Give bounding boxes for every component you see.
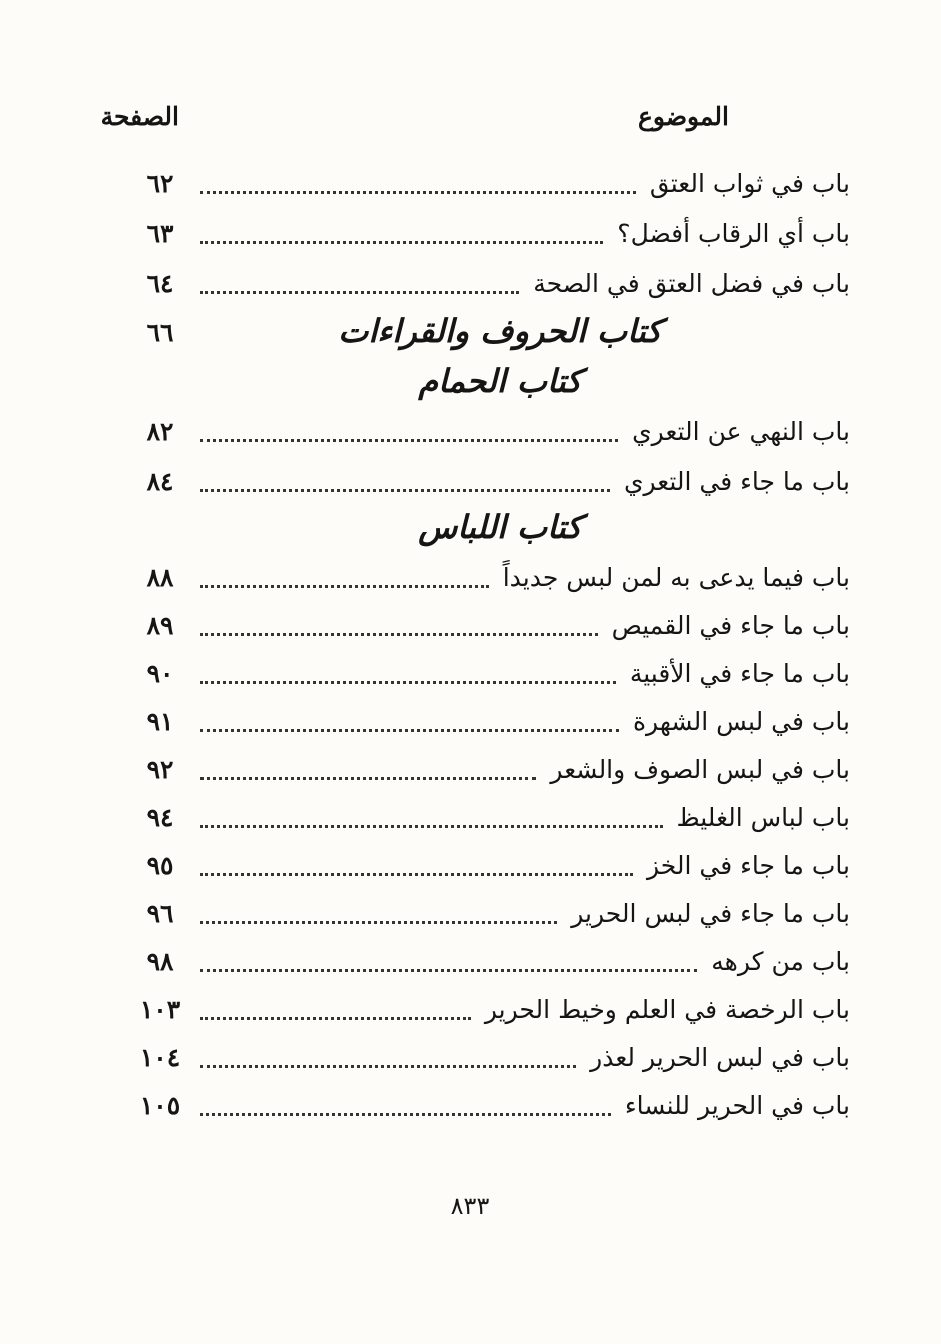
toc-entry — [120, 604, 850, 648]
entry-page-number: ٨٤ — [146, 467, 174, 496]
leader-dots — [200, 825, 663, 828]
toc-entry — [120, 212, 850, 256]
page-folio-number: ٨٣٣ — [450, 1192, 490, 1220]
entry-page-number: ١٠٥ — [139, 1091, 181, 1120]
page-column-header: الصفحة — [100, 102, 179, 131]
toc-entry — [120, 262, 850, 306]
section-heading: كتاب الحروف والقراءات — [338, 312, 662, 350]
entry-title: باب من كرهه — [711, 947, 850, 976]
entry-page-number: ٨٨ — [146, 563, 174, 592]
entry-page-number: ١٠٤ — [139, 1043, 181, 1072]
entry-title: باب ما جاء في الأقبية — [629, 659, 850, 688]
entry-title: باب فيما يدعى به لمن لبس جديداً — [502, 563, 850, 592]
leader-dots — [200, 191, 636, 194]
leader-dots — [200, 777, 536, 780]
entry-title: باب في الحرير للنساء — [624, 1091, 850, 1120]
entry-page-number: ١٠٣ — [139, 995, 181, 1024]
leader-dots — [200, 1017, 471, 1020]
leader-dots — [200, 681, 616, 684]
entry-title: باب أي الرقاب أفضل؟ — [617, 219, 850, 248]
entry-page-number: ٩٥ — [146, 851, 174, 880]
leader-dots — [200, 241, 603, 244]
toc-entry — [120, 796, 850, 840]
entry-page-number: ٩٠ — [146, 659, 174, 688]
leader-dots — [200, 633, 598, 636]
entry-page-number: ٨٢ — [146, 417, 174, 446]
entry-page-number: ٦٤ — [146, 269, 174, 298]
toc-entry — [120, 892, 850, 936]
leader-dots — [200, 873, 633, 876]
entry-page-number: ٨٩ — [146, 611, 174, 640]
toc-entry — [120, 748, 850, 792]
leader-dots — [200, 1113, 611, 1116]
entry-page-number: ٩٢ — [146, 755, 174, 784]
toc-entry — [120, 940, 850, 984]
entry-page-number: ٩١ — [146, 707, 174, 736]
section-heading: كتاب اللباس — [418, 508, 582, 546]
entry-title: باب لباس الغليظ — [676, 803, 850, 832]
toc-entry — [120, 988, 850, 1032]
toc-entry — [120, 410, 850, 454]
entry-page-number: ٩٤ — [146, 803, 174, 832]
toc-entry — [120, 162, 850, 206]
topic-column-header: الموضوع — [638, 102, 729, 131]
entry-title: باب في فضل العتق في الصحة — [533, 269, 850, 298]
toc-entry — [120, 460, 850, 504]
entry-title: باب في لبس الصوف والشعر — [550, 755, 850, 784]
toc-entry — [120, 844, 850, 888]
toc-entry — [120, 556, 850, 600]
leader-dots — [200, 729, 619, 732]
leader-dots — [200, 489, 610, 492]
toc-entry — [120, 1084, 850, 1128]
section-heading: كتاب الحمام — [418, 362, 582, 400]
toc-entry — [120, 652, 850, 696]
entry-title: باب ما جاء في الخز — [646, 851, 850, 880]
leader-dots — [200, 291, 519, 294]
entry-title: باب ما جاء في القميص — [611, 611, 850, 640]
entry-title: باب في لبس الحرير لعذر — [590, 1043, 850, 1072]
leader-dots — [200, 439, 618, 442]
entry-title: باب ما جاء في التعري — [623, 467, 850, 496]
leader-dots — [200, 969, 697, 972]
entry-page-number: ٩٦ — [146, 899, 174, 928]
leader-dots — [200, 1065, 576, 1068]
toc-entry — [120, 1036, 850, 1080]
toc-entry — [120, 700, 850, 744]
entry-title: باب الرخصة في العلم وخيط الحرير — [484, 995, 850, 1024]
leader-dots — [200, 921, 557, 924]
entry-page-number: ٦٣ — [146, 219, 174, 248]
entry-title: باب في ثواب العتق — [649, 169, 850, 198]
entry-page-number: ٩٨ — [146, 947, 174, 976]
leader-dots — [200, 585, 489, 588]
entry-page-number: ٦٢ — [146, 169, 174, 198]
entry-title: باب في لبس الشهرة — [632, 707, 850, 736]
entry-title: باب ما جاء في لبس الحرير — [571, 899, 850, 928]
section-page-number: ٦٦ — [146, 318, 174, 347]
entry-title: باب النهي عن التعري — [632, 417, 850, 446]
